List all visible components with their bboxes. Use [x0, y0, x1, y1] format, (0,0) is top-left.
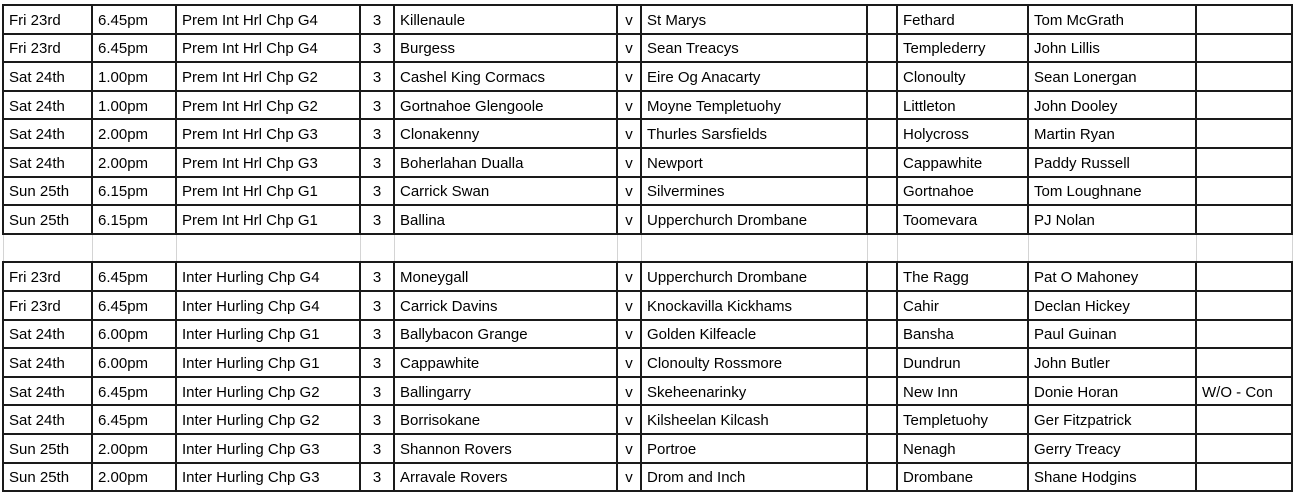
- versus-cell[interactable]: v: [617, 348, 641, 377]
- time-cell[interactable]: 6.45pm: [92, 405, 176, 434]
- day-cell[interactable]: Sat 24th: [3, 377, 92, 406]
- away-team-cell[interactable]: Kilsheelan Kilcash: [641, 405, 867, 434]
- home-team-cell[interactable]: Killenaule: [394, 5, 617, 34]
- versus-cell[interactable]: v: [617, 119, 641, 148]
- blank-cell[interactable]: [867, 320, 897, 349]
- away-team-cell[interactable]: Skeheenarinky: [641, 377, 867, 406]
- venue-cell[interactable]: Templederry: [897, 34, 1028, 63]
- fixture-row: [3, 463, 1292, 492]
- note-cell[interactable]: [1196, 405, 1292, 434]
- note-cell[interactable]: [1196, 62, 1292, 91]
- venue-cell[interactable]: Littleton: [897, 91, 1028, 120]
- competition-cell[interactable]: Prem Int Hrl Chp G3: [176, 119, 360, 148]
- versus-cell[interactable]: v: [617, 291, 641, 320]
- venue-cell[interactable]: Cappawhite: [897, 148, 1028, 177]
- fixtures-table: [2, 4, 1293, 492]
- round-cell[interactable]: 3: [360, 205, 394, 234]
- away-team-cell[interactable]: Golden Kilfeacle: [641, 320, 867, 349]
- away-team-cell[interactable]: Drom and Inch: [641, 463, 867, 492]
- day-cell[interactable]: Sun 25th: [3, 177, 92, 206]
- day-cell[interactable]: Sun 25th: [3, 463, 92, 492]
- home-team-cell[interactable]: Ballina: [394, 205, 617, 234]
- note-cell[interactable]: [1196, 177, 1292, 206]
- day-cell[interactable]: Fri 23rd: [3, 262, 92, 291]
- home-team-cell[interactable]: Cashel King Cormacs: [394, 62, 617, 91]
- venue-cell[interactable]: Fethard: [897, 5, 1028, 34]
- time-cell[interactable]: 2.00pm: [92, 148, 176, 177]
- home-team-cell[interactable]: Cappawhite: [394, 348, 617, 377]
- venue-cell[interactable]: Clonoulty: [897, 62, 1028, 91]
- note-cell[interactable]: [1196, 463, 1292, 492]
- blank-cell[interactable]: [867, 177, 897, 206]
- referee-cell[interactable]: Martin Ryan: [1028, 119, 1196, 148]
- venue-cell[interactable]: Gortnahoe: [897, 177, 1028, 206]
- versus-cell[interactable]: v: [617, 205, 641, 234]
- away-team-cell[interactable]: Upperchurch Drombane: [641, 205, 867, 234]
- venue-cell[interactable]: The Ragg: [897, 262, 1028, 291]
- venue-cell[interactable]: Bansha: [897, 320, 1028, 349]
- home-team-cell[interactable]: Carrick Swan: [394, 177, 617, 206]
- competition-cell[interactable]: Prem Int Hrl Chp G4: [176, 5, 360, 34]
- time-cell[interactable]: 6.45pm: [92, 262, 176, 291]
- blank-cell[interactable]: [867, 463, 897, 492]
- competition-cell[interactable]: Prem Int Hrl Chp G4: [176, 34, 360, 63]
- empty-cell[interactable]: [867, 234, 897, 263]
- referee-cell[interactable]: PJ Nolan: [1028, 205, 1196, 234]
- blank-cell[interactable]: [867, 405, 897, 434]
- home-team-cell[interactable]: Shannon Rovers: [394, 434, 617, 463]
- day-cell[interactable]: Sat 24th: [3, 91, 92, 120]
- venue-cell[interactable]: Templetuohy: [897, 405, 1028, 434]
- home-team-cell[interactable]: Gortnahoe Glengoole: [394, 91, 617, 120]
- note-cell[interactable]: [1196, 291, 1292, 320]
- time-cell[interactable]: 1.00pm: [92, 91, 176, 120]
- away-team-cell[interactable]: Knockavilla Kickhams: [641, 291, 867, 320]
- home-team-cell[interactable]: Carrick Davins: [394, 291, 617, 320]
- versus-cell[interactable]: v: [617, 148, 641, 177]
- fixture-row: [3, 348, 1292, 377]
- competition-cell[interactable]: Prem Int Hrl Chp G2: [176, 91, 360, 120]
- fixture-row: [3, 177, 1292, 206]
- away-team-cell[interactable]: Upperchurch Drombane: [641, 262, 867, 291]
- away-team-cell[interactable]: Portroe: [641, 434, 867, 463]
- fixtures-body: [3, 5, 1292, 491]
- time-cell[interactable]: 6.00pm: [92, 348, 176, 377]
- referee-cell[interactable]: John Dooley: [1028, 91, 1196, 120]
- fixture-row: [3, 148, 1292, 177]
- round-cell[interactable]: 3: [360, 348, 394, 377]
- round-cell[interactable]: 3: [360, 320, 394, 349]
- venue-cell[interactable]: Drombane: [897, 463, 1028, 492]
- competition-cell[interactable]: Inter Hurling Chp G4: [176, 262, 360, 291]
- day-cell[interactable]: Sun 25th: [3, 434, 92, 463]
- empty-cell[interactable]: [1028, 234, 1196, 263]
- round-cell[interactable]: 3: [360, 377, 394, 406]
- note-cell[interactable]: [1196, 205, 1292, 234]
- competition-cell[interactable]: Inter Hurling Chp G1: [176, 348, 360, 377]
- blank-cell[interactable]: [867, 348, 897, 377]
- blank-cell[interactable]: [867, 91, 897, 120]
- day-cell[interactable]: Fri 23rd: [3, 5, 92, 34]
- time-cell[interactable]: 6.15pm: [92, 177, 176, 206]
- away-team-cell[interactable]: Clonoulty Rossmore: [641, 348, 867, 377]
- day-cell[interactable]: Sat 24th: [3, 62, 92, 91]
- fixture-row: [3, 320, 1292, 349]
- note-cell[interactable]: [1196, 119, 1292, 148]
- fixture-row: [3, 5, 1292, 34]
- venue-cell[interactable]: New Inn: [897, 377, 1028, 406]
- empty-cell[interactable]: [3, 234, 92, 263]
- versus-cell[interactable]: v: [617, 262, 641, 291]
- blank-cell[interactable]: [867, 377, 897, 406]
- versus-cell[interactable]: v: [617, 62, 641, 91]
- fixture-row: [3, 262, 1292, 291]
- versus-cell[interactable]: v: [617, 320, 641, 349]
- home-team-cell[interactable]: Clonakenny: [394, 119, 617, 148]
- blank-cell[interactable]: [867, 434, 897, 463]
- blank-cell[interactable]: [867, 205, 897, 234]
- empty-cell[interactable]: [394, 234, 617, 263]
- blank-cell[interactable]: [867, 119, 897, 148]
- referee-cell[interactable]: Paul Guinan: [1028, 320, 1196, 349]
- day-cell[interactable]: Sat 24th: [3, 320, 92, 349]
- referee-cell[interactable]: Paddy Russell: [1028, 148, 1196, 177]
- competition-cell[interactable]: Inter Hurling Chp G1: [176, 320, 360, 349]
- section-spacer-row: [3, 234, 1292, 263]
- blank-cell[interactable]: [867, 34, 897, 63]
- venue-cell[interactable]: Toomevara: [897, 205, 1028, 234]
- fixture-row: [3, 377, 1292, 406]
- referee-cell[interactable]: Donie Horan: [1028, 377, 1196, 406]
- venue-cell[interactable]: Holycross: [897, 119, 1028, 148]
- away-team-cell[interactable]: St Marys: [641, 5, 867, 34]
- empty-cell[interactable]: [897, 234, 1028, 263]
- away-team-cell[interactable]: Thurles Sarsfields: [641, 119, 867, 148]
- versus-cell[interactable]: v: [617, 434, 641, 463]
- versus-cell[interactable]: v: [617, 34, 641, 63]
- time-cell[interactable]: 2.00pm: [92, 463, 176, 492]
- venue-cell[interactable]: Dundrun: [897, 348, 1028, 377]
- away-team-cell[interactable]: Newport: [641, 148, 867, 177]
- referee-cell[interactable]: John Lillis: [1028, 34, 1196, 63]
- fixture-row: [3, 91, 1292, 120]
- referee-cell[interactable]: Sean Lonergan: [1028, 62, 1196, 91]
- referee-cell[interactable]: Gerry Treacy: [1028, 434, 1196, 463]
- referee-cell[interactable]: Shane Hodgins: [1028, 463, 1196, 492]
- home-team-cell[interactable]: Arravale Rovers: [394, 463, 617, 492]
- blank-cell[interactable]: [867, 262, 897, 291]
- note-cell[interactable]: [1196, 320, 1292, 349]
- versus-cell[interactable]: v: [617, 377, 641, 406]
- empty-cell[interactable]: [360, 234, 394, 263]
- blank-cell[interactable]: [867, 291, 897, 320]
- day-cell[interactable]: Sun 25th: [3, 205, 92, 234]
- away-team-cell[interactable]: Silvermines: [641, 177, 867, 206]
- day-cell[interactable]: Sat 24th: [3, 348, 92, 377]
- empty-cell[interactable]: [617, 234, 641, 263]
- time-cell[interactable]: 2.00pm: [92, 434, 176, 463]
- day-cell[interactable]: Fri 23rd: [3, 34, 92, 63]
- empty-cell[interactable]: [1196, 234, 1292, 263]
- competition-cell[interactable]: Prem Int Hrl Chp G1: [176, 177, 360, 206]
- round-cell[interactable]: 3: [360, 119, 394, 148]
- round-cell[interactable]: 3: [360, 5, 394, 34]
- note-cell[interactable]: W/O - Con: [1196, 377, 1292, 406]
- time-cell[interactable]: 2.00pm: [92, 119, 176, 148]
- versus-cell[interactable]: v: [617, 91, 641, 120]
- home-team-cell[interactable]: Borrisokane: [394, 405, 617, 434]
- day-cell[interactable]: Sat 24th: [3, 119, 92, 148]
- home-team-cell[interactable]: Burgess: [394, 34, 617, 63]
- day-cell[interactable]: Sat 24th: [3, 148, 92, 177]
- away-team-cell[interactable]: Sean Treacys: [641, 34, 867, 63]
- competition-cell[interactable]: Inter Hurling Chp G3: [176, 463, 360, 492]
- time-cell[interactable]: 6.15pm: [92, 205, 176, 234]
- away-team-cell[interactable]: Moyne Templetuohy: [641, 91, 867, 120]
- time-cell[interactable]: 6.00pm: [92, 320, 176, 349]
- home-team-cell[interactable]: Moneygall: [394, 262, 617, 291]
- away-team-cell[interactable]: Eire Og Anacarty: [641, 62, 867, 91]
- referee-cell[interactable]: Ger Fitzpatrick: [1028, 405, 1196, 434]
- competition-cell[interactable]: Inter Hurling Chp G4: [176, 291, 360, 320]
- round-cell[interactable]: 3: [360, 434, 394, 463]
- home-team-cell[interactable]: Ballybacon Grange: [394, 320, 617, 349]
- round-cell[interactable]: 3: [360, 148, 394, 177]
- fixture-row: [3, 205, 1292, 234]
- fixture-row: [3, 62, 1292, 91]
- versus-cell[interactable]: v: [617, 5, 641, 34]
- competition-cell[interactable]: Prem Int Hrl Chp G2: [176, 62, 360, 91]
- empty-cell[interactable]: [176, 234, 360, 263]
- home-team-cell[interactable]: Ballingarry: [394, 377, 617, 406]
- time-cell[interactable]: 6.45pm: [92, 5, 176, 34]
- blank-cell[interactable]: [867, 148, 897, 177]
- note-cell[interactable]: [1196, 434, 1292, 463]
- day-cell[interactable]: Sat 24th: [3, 405, 92, 434]
- note-cell[interactable]: [1196, 5, 1292, 34]
- round-cell[interactable]: 3: [360, 262, 394, 291]
- round-cell[interactable]: 3: [360, 62, 394, 91]
- time-cell[interactable]: 6.45pm: [92, 377, 176, 406]
- round-cell[interactable]: 3: [360, 405, 394, 434]
- referee-cell[interactable]: Tom McGrath: [1028, 5, 1196, 34]
- round-cell[interactable]: 3: [360, 91, 394, 120]
- note-cell[interactable]: [1196, 148, 1292, 177]
- versus-cell[interactable]: v: [617, 177, 641, 206]
- competition-cell[interactable]: Prem Int Hrl Chp G1: [176, 205, 360, 234]
- blank-cell[interactable]: [867, 62, 897, 91]
- referee-cell[interactable]: Pat O Mahoney: [1028, 262, 1196, 291]
- time-cell[interactable]: 1.00pm: [92, 62, 176, 91]
- competition-cell[interactable]: Prem Int Hrl Chp G3: [176, 148, 360, 177]
- venue-cell[interactable]: Nenagh: [897, 434, 1028, 463]
- blank-cell[interactable]: [867, 5, 897, 34]
- fixture-row: [3, 405, 1292, 434]
- competition-cell[interactable]: Inter Hurling Chp G2: [176, 405, 360, 434]
- versus-cell[interactable]: v: [617, 463, 641, 492]
- referee-cell[interactable]: Tom Loughnane: [1028, 177, 1196, 206]
- round-cell[interactable]: 3: [360, 463, 394, 492]
- fixture-row: [3, 119, 1292, 148]
- venue-cell[interactable]: Cahir: [897, 291, 1028, 320]
- referee-cell[interactable]: John Butler: [1028, 348, 1196, 377]
- fixture-row: [3, 34, 1292, 63]
- day-cell[interactable]: Fri 23rd: [3, 291, 92, 320]
- empty-cell[interactable]: [92, 234, 176, 263]
- versus-cell[interactable]: v: [617, 405, 641, 434]
- fixture-row: [3, 434, 1292, 463]
- note-cell[interactable]: [1196, 262, 1292, 291]
- home-team-cell[interactable]: Boherlahan Dualla: [394, 148, 617, 177]
- empty-cell[interactable]: [641, 234, 867, 263]
- note-cell[interactable]: [1196, 34, 1292, 63]
- round-cell[interactable]: 3: [360, 291, 394, 320]
- round-cell[interactable]: 3: [360, 34, 394, 63]
- note-cell[interactable]: [1196, 348, 1292, 377]
- competition-cell[interactable]: Inter Hurling Chp G2: [176, 377, 360, 406]
- round-cell[interactable]: 3: [360, 177, 394, 206]
- referee-cell[interactable]: Declan Hickey: [1028, 291, 1196, 320]
- time-cell[interactable]: 6.45pm: [92, 291, 176, 320]
- note-cell[interactable]: [1196, 91, 1292, 120]
- time-cell[interactable]: 6.45pm: [92, 34, 176, 63]
- competition-cell[interactable]: Inter Hurling Chp G3: [176, 434, 360, 463]
- fixture-row: [3, 291, 1292, 320]
